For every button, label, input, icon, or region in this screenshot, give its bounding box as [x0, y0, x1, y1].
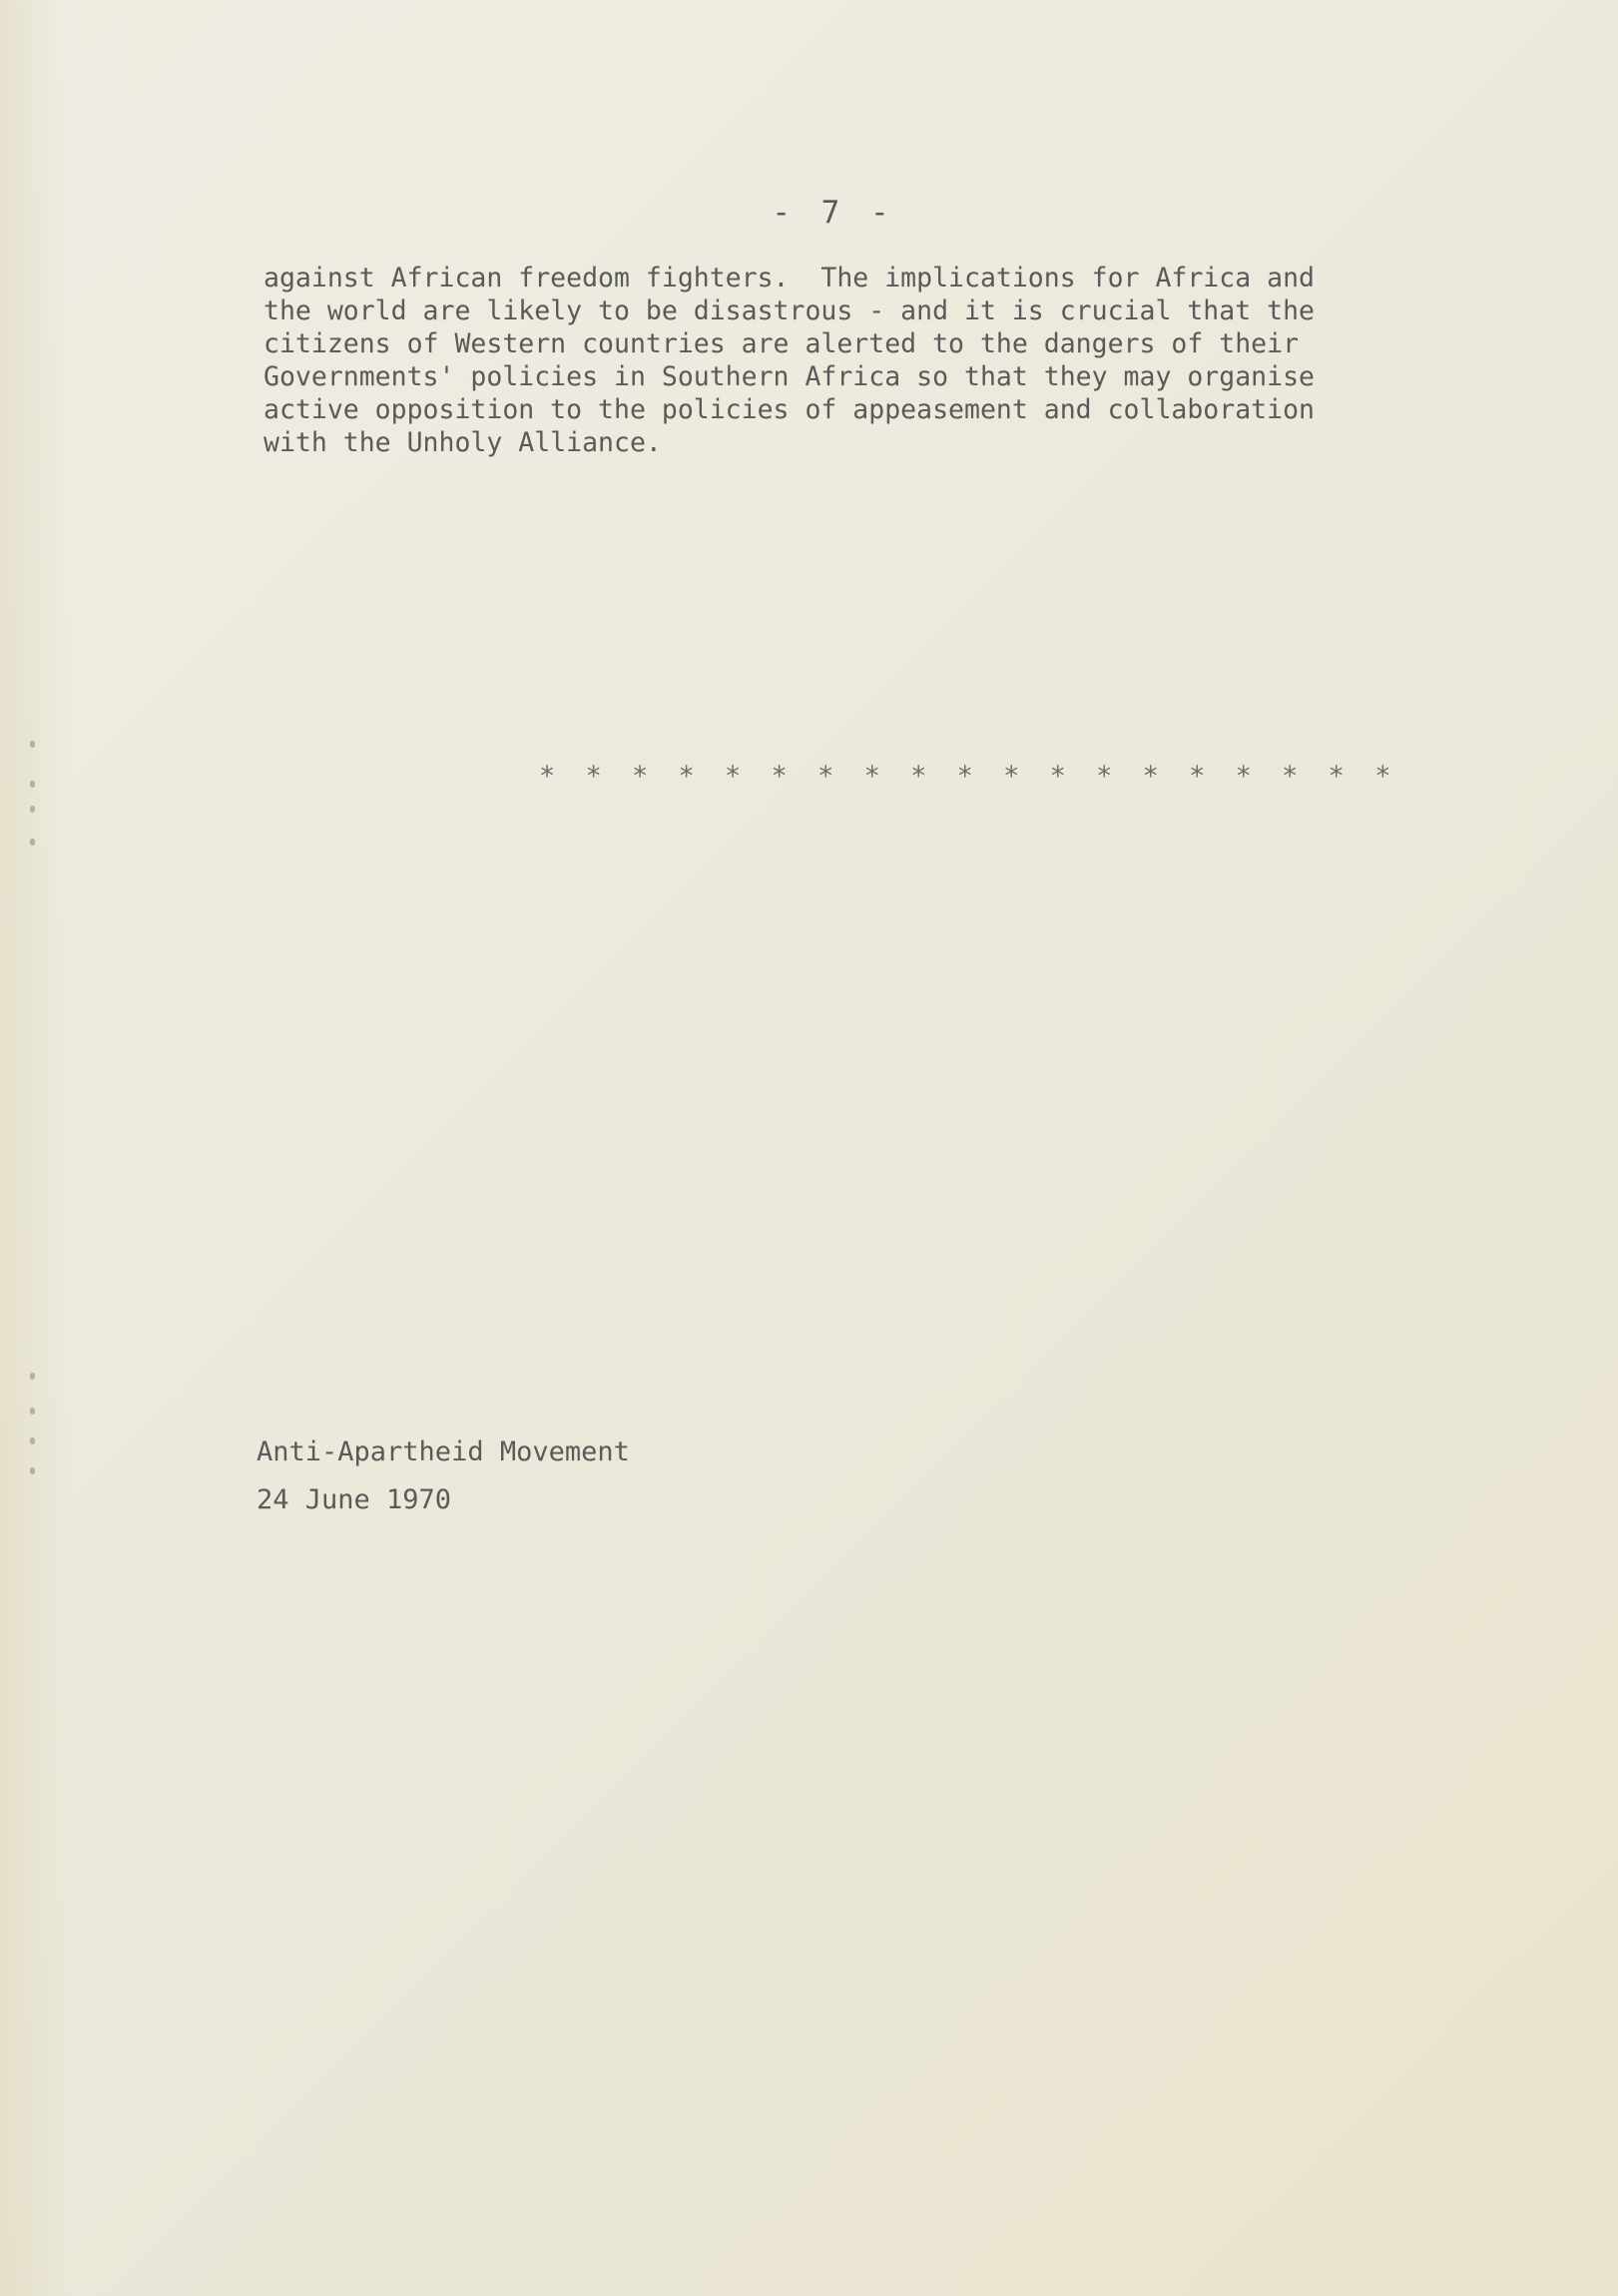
paragraph-line: with the Unholy Alliance.	[264, 427, 662, 458]
signature-organization: Anti-Apartheid Movement	[257, 1436, 630, 1467]
punch-mark	[30, 1408, 35, 1415]
punch-mark	[30, 1437, 35, 1444]
paragraph-line: Governments' policies in Southern Africa so that they may organise	[264, 361, 1315, 392]
paragraph-line: citizens of Western countries are alerted to the dangers of their	[264, 328, 1300, 359]
paper-edge-shading	[0, 0, 70, 2296]
punch-mark	[30, 741, 35, 748]
body-paragraph	[264, 262, 1411, 459]
punch-mark	[30, 1467, 35, 1474]
paragraph-line: active opposition to the policies of appeasement and collaboration	[264, 394, 1315, 425]
page-number: - 7 -	[772, 195, 895, 231]
punch-mark	[30, 839, 35, 846]
paragraph-line: the world are likely to be disastrous - and it is crucial that the	[264, 295, 1315, 326]
paragraph-line: against African freedom fighters. The implications for Africa and	[264, 263, 1315, 293]
punch-mark	[30, 1373, 35, 1380]
punch-mark	[30, 781, 35, 788]
signature-date: 24 June 1970	[257, 1484, 452, 1515]
asterisk-separator: * * * * * * * * * * * * * * * * * * *	[539, 761, 1398, 792]
punch-mark	[30, 806, 35, 813]
